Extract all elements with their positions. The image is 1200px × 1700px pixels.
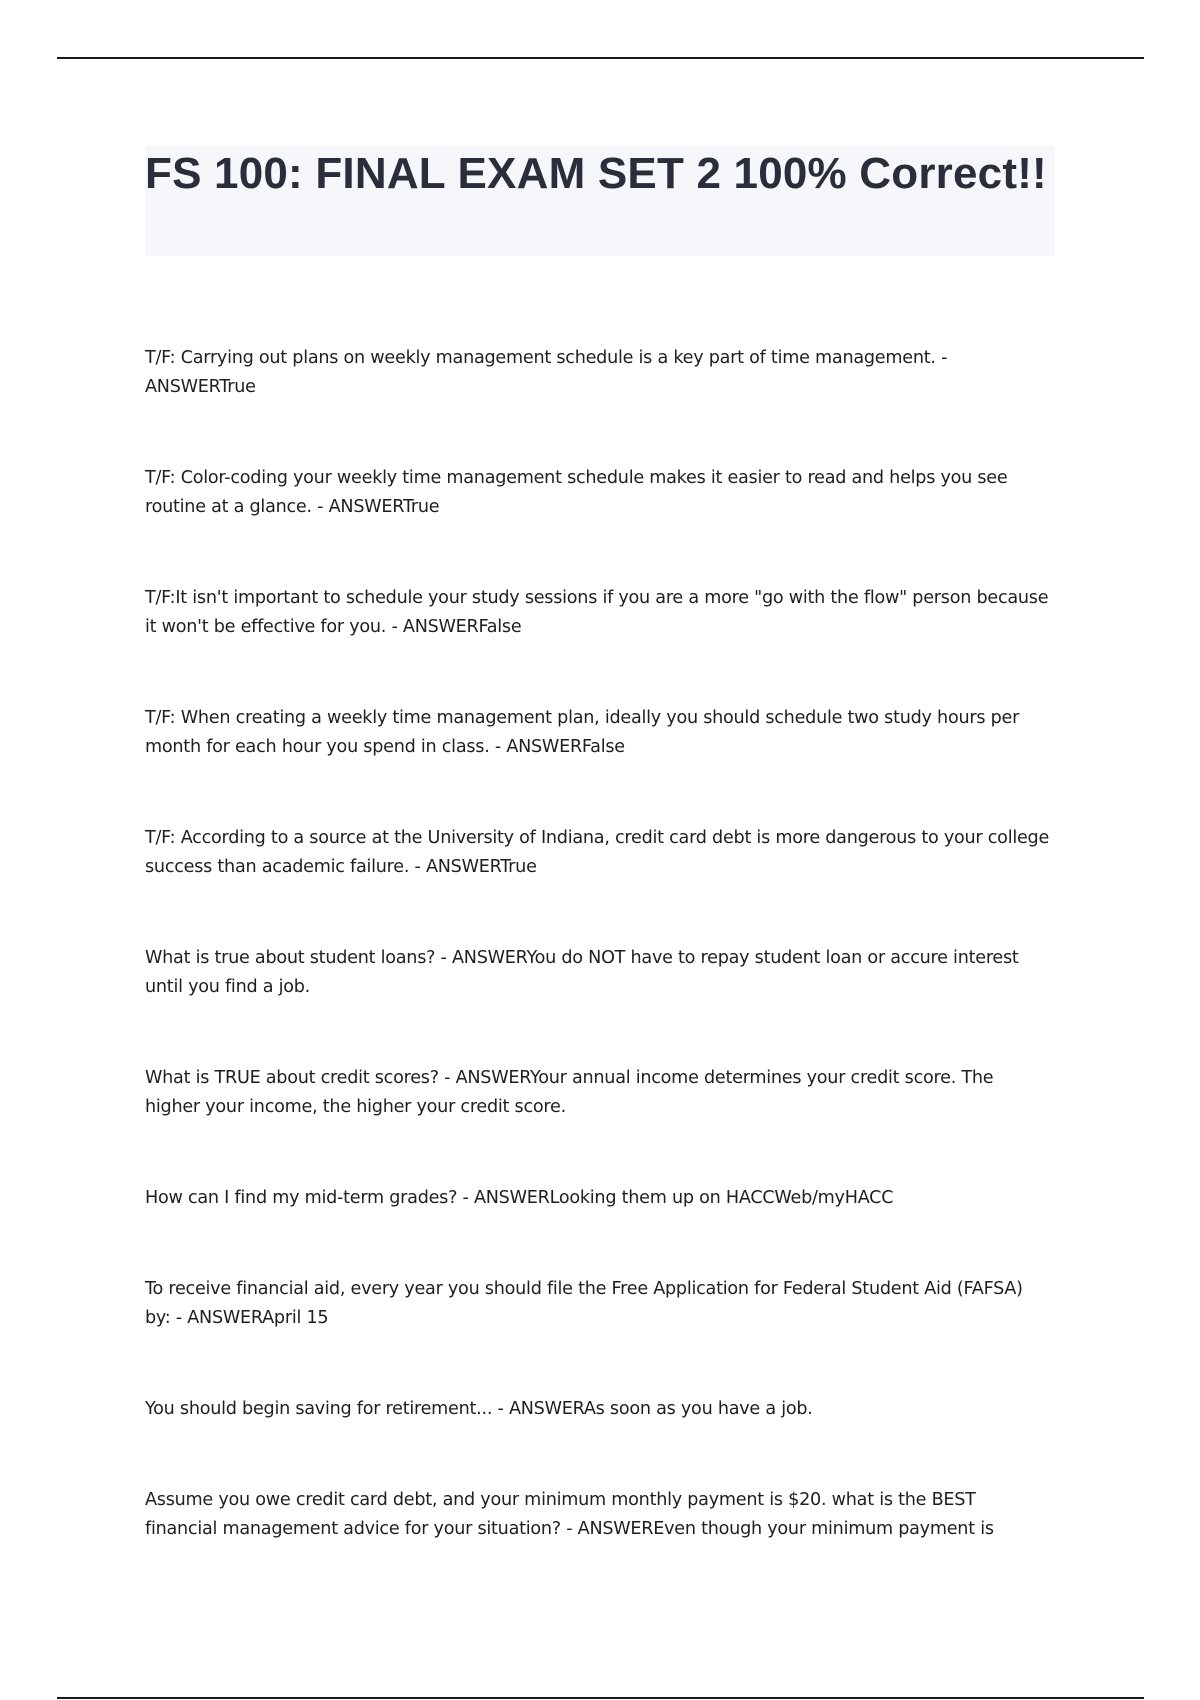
bottom-rule (57, 1697, 1144, 1699)
document-page (145, 146, 1055, 1606)
qa-item: T/F: According to a source at the University of Indiana, credit card debt is more dangerous to your college success than academic failure. - ANSWERTrue (145, 828, 1050, 877)
title-box (145, 146, 1055, 256)
qa-item: What is TRUE about credit scores? - ANSWERYour annual income determines your credit score. The higher your income, the higher your credit score. (145, 1068, 994, 1117)
qa-item: T/F: Carrying out plans on weekly management schedule is a key part of time management. - ANSWERTrue (145, 348, 948, 397)
qa-item: T/F: Color-coding your weekly time management schedule makes it easier to read and helps you see routine at a glance. - ANSWERTrue (145, 468, 1008, 517)
top-rule (57, 57, 1144, 59)
qa-list (145, 344, 1055, 1544)
qa-item: What is true about student loans? - ANSWERYou do NOT have to repay student loan or accure interest until you find a job. (145, 948, 1019, 997)
qa-item: How can I find my mid-term grades? - ANSWERLooking them up on HACCWeb/myHACC (145, 1188, 894, 1208)
qa-item: You should begin saving for retirement... - ANSWERAs soon as you have a job. (145, 1399, 813, 1419)
document-title: FS 100: FINAL EXAM SET 2 100% Correct!! (145, 149, 1047, 198)
qa-item: T/F:It isn't important to schedule your study sessions if you are a more "go with the flow" person because it won't be effective for you. - ANSWERFalse (145, 588, 1049, 637)
qa-item: T/F: When creating a weekly time management plan, ideally you should schedule two study hours per month for each hour you spend in class. - ANSWERFalse (145, 708, 1020, 757)
qa-item: Assume you owe credit card debt, and your minimum monthly payment is $20. what is the BEST financial management advice for your situation? - ANSWEREven though your minimum payment is (145, 1490, 994, 1539)
qa-item: To receive financial aid, every year you should file the Free Application for Federal Student Aid (FAFSA) by: - ANSWERApril 15 (145, 1279, 1023, 1328)
